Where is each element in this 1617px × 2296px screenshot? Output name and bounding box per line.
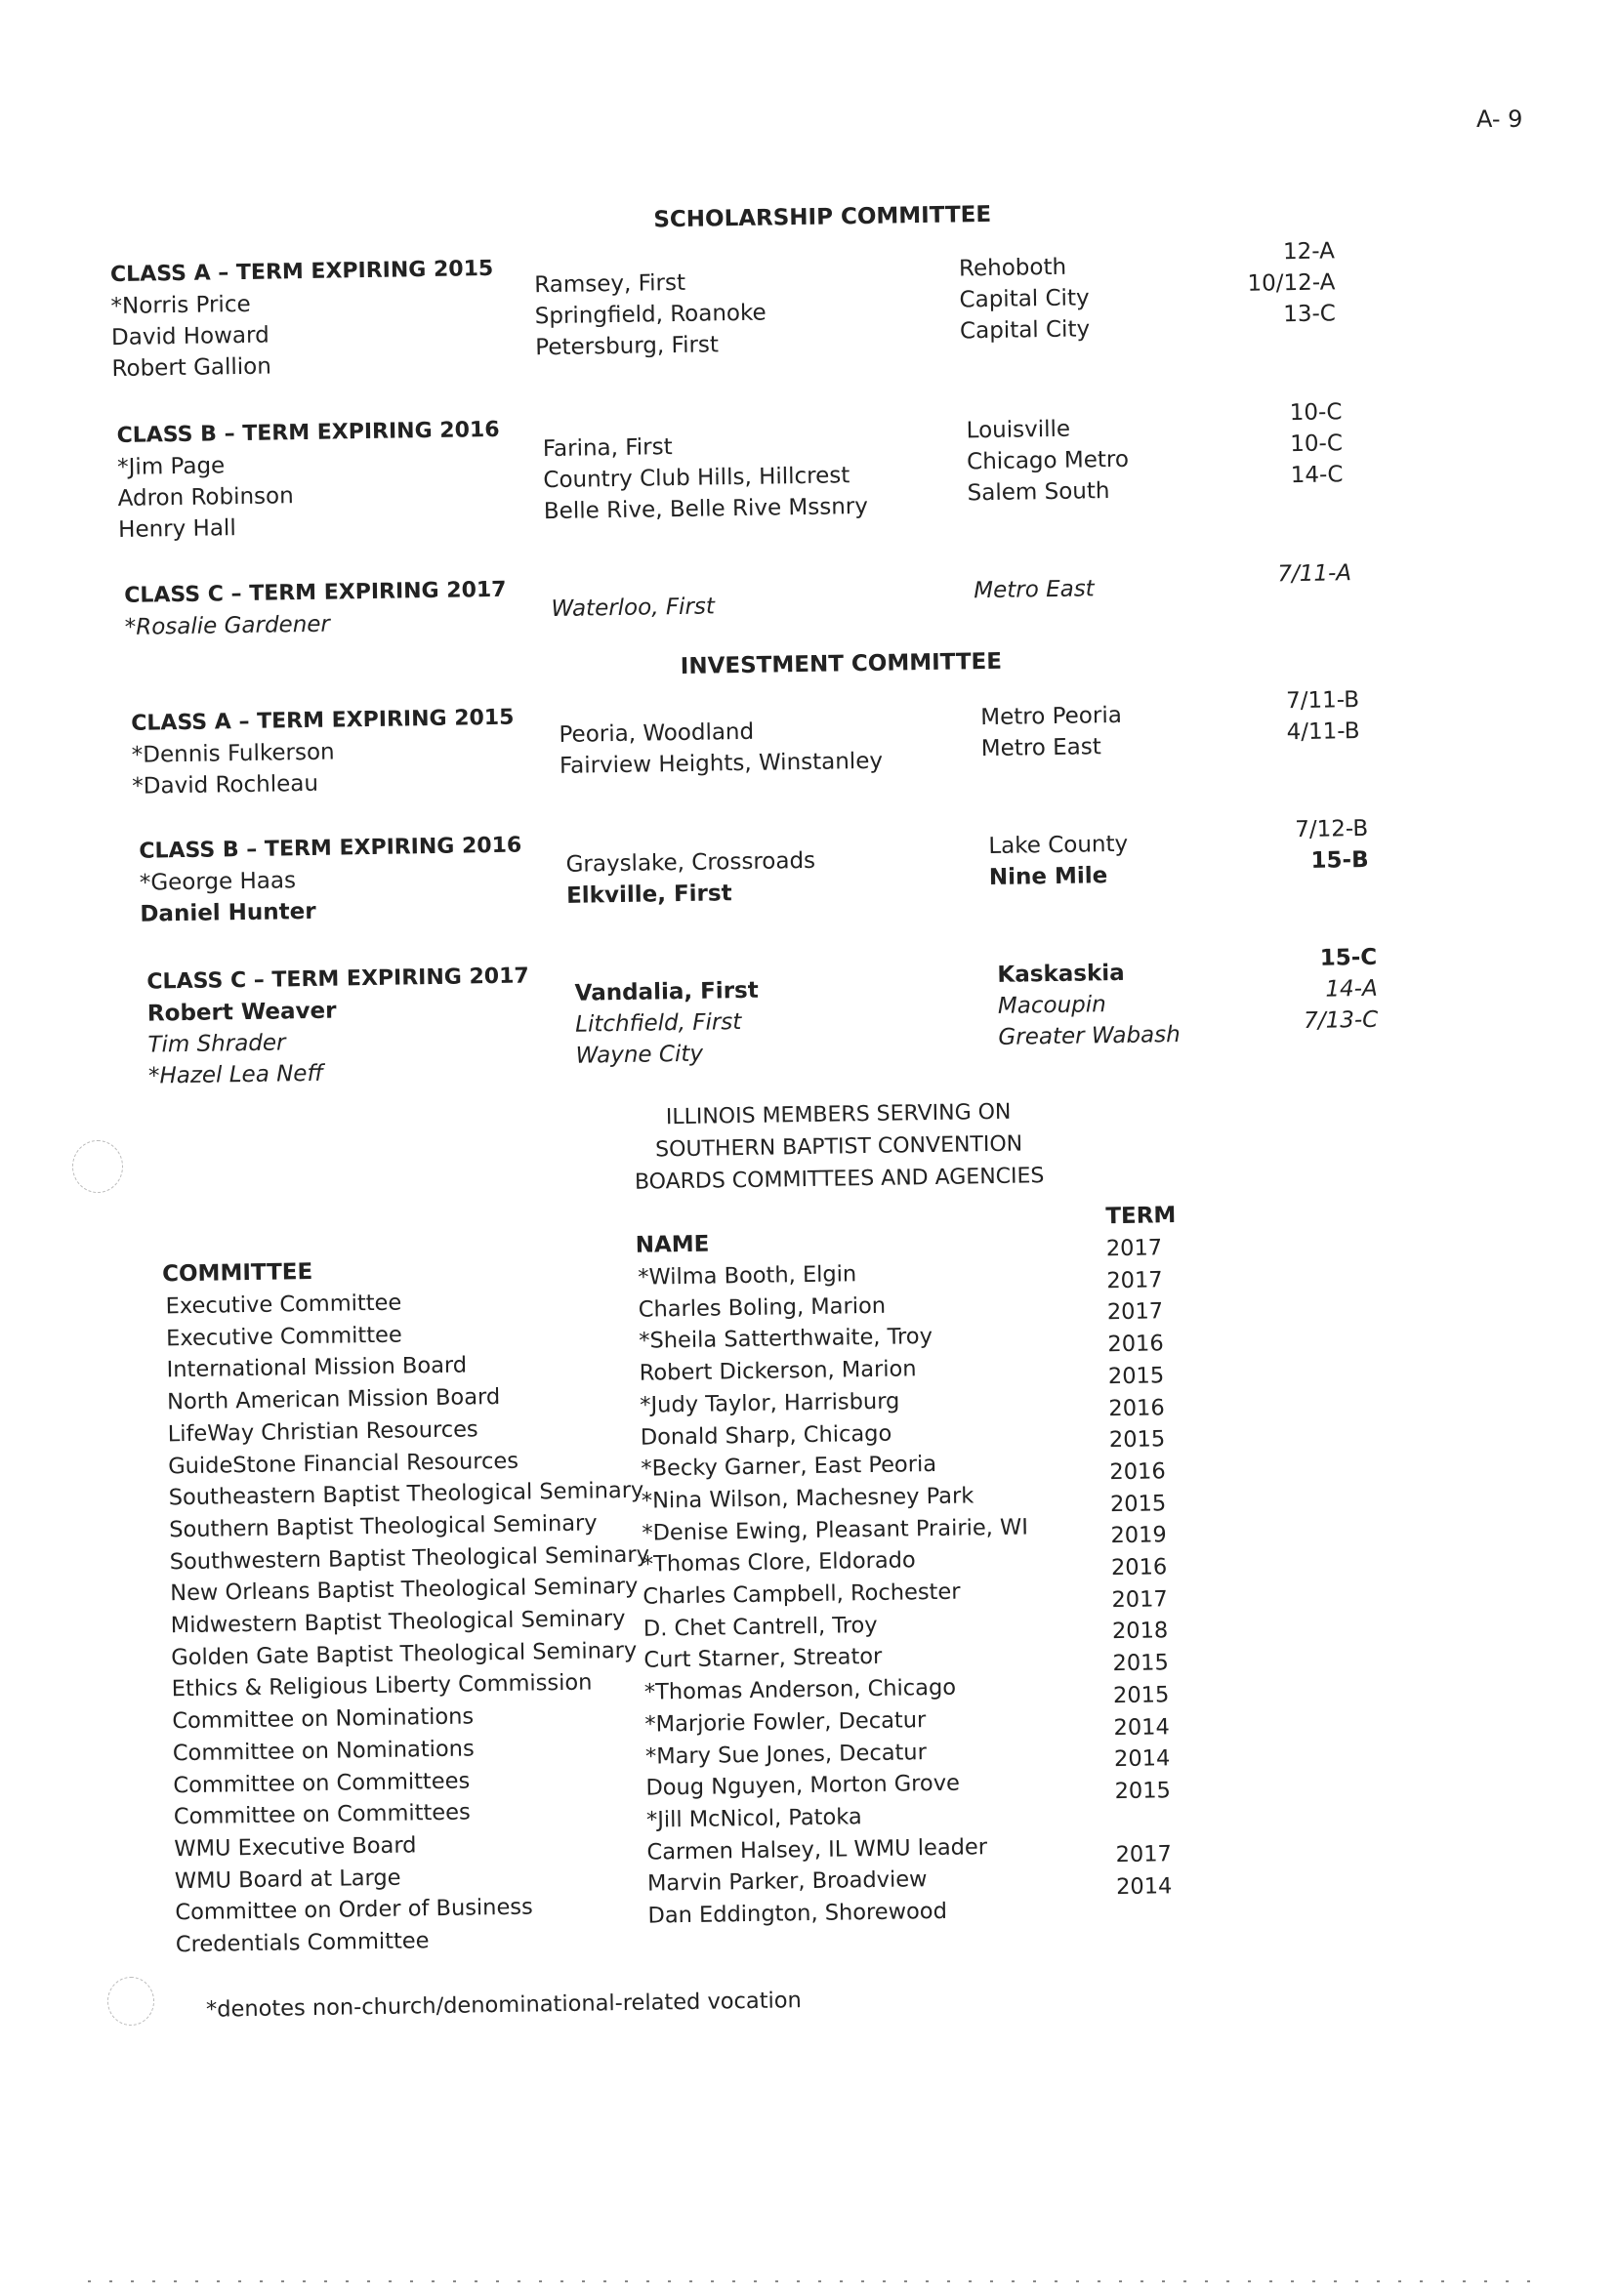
scholarship-title: SCHOLARSHIP COMMITTEE [653, 201, 992, 233]
scholarship-class-a-codes [1208, 235, 1336, 331]
committee-name: Committee on Committees [173, 1799, 471, 1830]
page-number: A- 9 [1476, 105, 1523, 133]
member-association: Metro Peoria [980, 702, 1123, 731]
scan-edge-line [88, 2280, 1533, 2282]
sbc-title [564, 1094, 1112, 1200]
member-code: 10-C [1289, 399, 1343, 427]
footnote: *denotes non-church/denominational-related vocation [205, 1988, 803, 2023]
member-association: Greater Wabash [998, 1021, 1181, 1050]
investment-class-b-codes [1241, 813, 1369, 878]
member-name: Marvin Parker, Broadview [646, 1866, 928, 1898]
committee-name: Southwestern Baptist Theological Seminary [169, 1541, 650, 1575]
member-code: 12-A [1282, 238, 1336, 266]
sbc-title-line: SOUTHERN BAPTIST CONVENTION [655, 1131, 1023, 1163]
member-name: Tim Shrader [147, 1030, 286, 1058]
investment-class-c-codes [1250, 942, 1378, 1038]
class-header: CLASS A – TERM EXPIRING 2015 [109, 256, 494, 288]
scan-smudge [72, 1140, 123, 1193]
member-name: D. Chet Cantrell, Troy [643, 1612, 878, 1642]
class-header: CLASS B – TERM EXPIRING 2016 [116, 417, 500, 449]
term-year: 2014 [1113, 1745, 1171, 1773]
committee-name: LifeWay Christian Resources [167, 1416, 478, 1448]
sbc-title-line: ILLINOIS MEMBERS SERVING ON [665, 1099, 1012, 1130]
investment-class-c-churches [574, 975, 760, 1072]
member-name: *Becky Garner, East Peoria [641, 1452, 937, 1482]
member-church: Grayslake, Crossroads [565, 847, 816, 878]
member-name: Donald Sharp, Chicago [640, 1420, 892, 1451]
term-year: 2015 [1109, 1490, 1167, 1517]
committee-name: Golden Gate Baptist Theological Seminary [171, 1637, 638, 1671]
member-church: Vandalia, First [574, 977, 759, 1006]
member-name: Charles Boling, Marion [638, 1292, 887, 1323]
member-code: 7/13-C [1303, 1006, 1379, 1034]
term-year [1115, 1807, 1172, 1840]
investment-class-b-assocs [988, 829, 1129, 893]
member-association: Capital City [959, 285, 1090, 313]
committee-name: GuideStone Financial Resources [168, 1448, 519, 1479]
committee-name: Ethics & Religious Liberty Commission [171, 1669, 593, 1702]
member-association: Chicago Metro [966, 446, 1130, 475]
committee-name: Committee on Committees [173, 1768, 471, 1798]
member-name: *Dennis Fulkerson [131, 739, 335, 768]
term-year: 2017 [1106, 1298, 1164, 1326]
term-year: 2017 [1106, 1267, 1163, 1293]
member-church: Elkville, First [565, 881, 732, 909]
member-name-list [638, 1256, 1034, 1933]
term-year: 2018 [1111, 1618, 1169, 1645]
member-church: Springfield, Roanoke [534, 300, 767, 330]
member-association: Salem South [967, 478, 1110, 507]
member-church: Petersburg, First [535, 332, 720, 361]
scholarship-class-b-assocs [966, 413, 1129, 510]
committee-name: Committee on Nominations [172, 1703, 475, 1735]
scholarship-class-c-assocs [974, 573, 1095, 606]
member-church: Fairview Heights, Winstanley [559, 748, 884, 779]
scholarship-class-b [116, 415, 501, 546]
member-association: Louisville [966, 416, 1071, 444]
scholarship-class-b-churches [543, 429, 868, 527]
member-association: Kaskaskia [997, 960, 1125, 988]
scholarship-class-b-codes [1215, 396, 1343, 492]
member-name: *Judy Taylor, Harrisburg [640, 1388, 900, 1418]
member-name: *Hazel Lea Neff [147, 1060, 324, 1089]
member-code: 14-C [1290, 462, 1344, 489]
member-name: Charles Campbell, Rochester [643, 1578, 961, 1610]
member-association: Metro East [974, 576, 1095, 604]
member-code: 4/11-B [1286, 718, 1360, 746]
member-code: 7/11-A [1277, 560, 1352, 588]
term-year: 2015 [1108, 1426, 1166, 1454]
scholarship-class-a-churches [534, 266, 767, 364]
member-church: Litchfield, First [574, 1009, 742, 1038]
sbc-title-line: BOARDS COMMITTEES AND AGENCIES [634, 1164, 1045, 1195]
term-year: 2016 [1107, 1331, 1164, 1358]
member-association: Rehoboth [958, 254, 1067, 282]
member-code: 15-C [1319, 944, 1378, 971]
committee-name: Executive Committee [165, 1290, 402, 1320]
member-association: Nine Mile [988, 863, 1108, 891]
member-name: Robert Gallion [111, 353, 272, 383]
scholarship-class-c-churches [551, 591, 715, 625]
member-name: *Rosalie Gardener [124, 611, 331, 640]
scholarship-class-c-codes [1224, 557, 1351, 591]
member-church: Ramsey, First [534, 269, 686, 299]
investment-class-a-codes [1232, 684, 1360, 749]
member-name: *Wilma Booth, Elgin [638, 1261, 857, 1291]
committee-name: Southern Baptist Theological Seminary [169, 1510, 598, 1543]
member-name: *David Rochleau [132, 770, 319, 800]
committee-name: Credentials Committee [175, 1928, 430, 1958]
member-code: 10/12-A [1247, 269, 1336, 297]
member-code: 13-C [1282, 301, 1337, 328]
investment-class-c-assocs [997, 957, 1181, 1053]
member-association: Capital City [959, 316, 1091, 345]
member-name: *Thomas Anderson, Chicago [643, 1674, 957, 1705]
member-association: Lake County [988, 831, 1129, 860]
member-name: Daniel Hunter [140, 898, 316, 927]
member-name: Robert Dickerson, Marion [639, 1356, 917, 1386]
member-name: *Sheila Satterthwaite, Troy [639, 1324, 933, 1355]
member-church: Belle Rive, Belle Rive Mssnry [543, 493, 869, 525]
member-name: Henry Hall [117, 515, 236, 544]
term-year: 2014 [1115, 1873, 1173, 1901]
class-header: CLASS B – TERM EXPIRING 2016 [139, 833, 522, 864]
scholarship-class-a [110, 254, 495, 385]
committee-list [165, 1284, 655, 1961]
term-year: 2016 [1109, 1458, 1166, 1486]
member-church: Peoria, Woodland [559, 718, 755, 748]
scholarship-class-a-assocs [959, 251, 1091, 347]
term-year: 2017 [1111, 1585, 1168, 1613]
member-name: Robert Weaver [146, 998, 337, 1027]
member-church: Waterloo, First [551, 594, 716, 623]
investment-class-b-churches [565, 845, 815, 912]
term-year: 2014 [1113, 1713, 1171, 1741]
committee-name: Executive Committee [165, 1322, 402, 1352]
investment-class-c [146, 961, 530, 1091]
committee-name: WMU Board at Large [174, 1865, 401, 1894]
member-name: *Jim Page [116, 453, 226, 481]
term-year: 2015 [1114, 1778, 1172, 1805]
committee-name: WMU Executive Board [174, 1832, 417, 1863]
member-name: Doug Nguyen, Morton Grove [645, 1770, 961, 1801]
committee-column-header: COMMITTEE [161, 1258, 313, 1288]
investment-class-a-churches [559, 715, 883, 782]
term-year: 2015 [1112, 1650, 1169, 1677]
term-column-header: TERM [1105, 1203, 1177, 1230]
term-year: 2019 [1110, 1522, 1167, 1549]
member-code: 15-B [1310, 846, 1369, 874]
committee-name: Committee on Order of Business [175, 1894, 533, 1926]
member-name: *Thomas Clore, Eldorado [642, 1547, 916, 1578]
member-association: Metro East [980, 734, 1101, 762]
term-year: 2015 [1107, 1363, 1165, 1389]
member-name: *Denise Ewing, Pleasant Prairie, WI [642, 1514, 1029, 1546]
member-code: 7/12-B [1295, 815, 1369, 843]
member-church: Farina, First [542, 434, 673, 463]
member-code: 10-C [1290, 430, 1344, 458]
investment-class-a-assocs [980, 700, 1123, 764]
committee-name: Committee on Nominations [172, 1736, 475, 1767]
class-header: CLASS C – TERM EXPIRING 2017 [146, 964, 529, 995]
member-name: Adron Robinson [117, 483, 294, 512]
member-code: 14-A [1325, 975, 1378, 1003]
term-year: 2015 [1112, 1682, 1170, 1708]
member-code: 7/11-B [1285, 687, 1360, 715]
scholarship-class-c [124, 575, 507, 643]
name-column-header: NAME [635, 1231, 710, 1258]
member-name: David Howard [110, 322, 270, 351]
member-name: *Mary Sue Jones, Decatur [644, 1739, 928, 1770]
term-year: 2017 [1115, 1841, 1173, 1868]
member-name: *Nina Wilson, Machesney Park [641, 1483, 974, 1514]
member-name: *Marjorie Fowler, Decatur [644, 1707, 927, 1738]
class-header: CLASS C – TERM EXPIRING 2017 [124, 577, 507, 608]
member-name: Carmen Halsey, IL WMU leader [646, 1833, 988, 1866]
member-name: Dan Eddington, Shorewood [647, 1898, 948, 1929]
member-church: Country Club Hills, Hillcrest [543, 463, 850, 494]
investment-class-b [139, 831, 522, 930]
term-list [1106, 1232, 1173, 1904]
member-name: *Jill McNicol, Patoka [645, 1804, 862, 1833]
member-church: Wayne City [575, 1041, 704, 1069]
committee-name: Midwestern Baptist Theological Seminary [170, 1606, 626, 1639]
class-header: CLASS A – TERM EXPIRING 2015 [131, 705, 515, 736]
member-name: Curt Starner, Streator [643, 1644, 883, 1674]
committee-name: Southeastern Baptist Theological Seminary [168, 1477, 644, 1511]
member-association: Macoupin [997, 992, 1106, 1019]
member-name: *George Haas [139, 868, 297, 896]
member-name: *Norris Price [110, 291, 251, 320]
committee-name: International Mission Board [166, 1352, 468, 1383]
term-year: 2016 [1110, 1554, 1168, 1581]
investment-title: INVESTMENT COMMITTEE [680, 648, 1003, 679]
term-year: 2017 [1105, 1235, 1163, 1262]
committee-name: New Orleans Baptist Theological Seminary [170, 1574, 639, 1607]
term-year: 2016 [1108, 1394, 1165, 1421]
scan-smudge [107, 1977, 154, 2026]
committee-name: North American Mission Board [166, 1384, 501, 1415]
investment-class-a [131, 703, 516, 802]
